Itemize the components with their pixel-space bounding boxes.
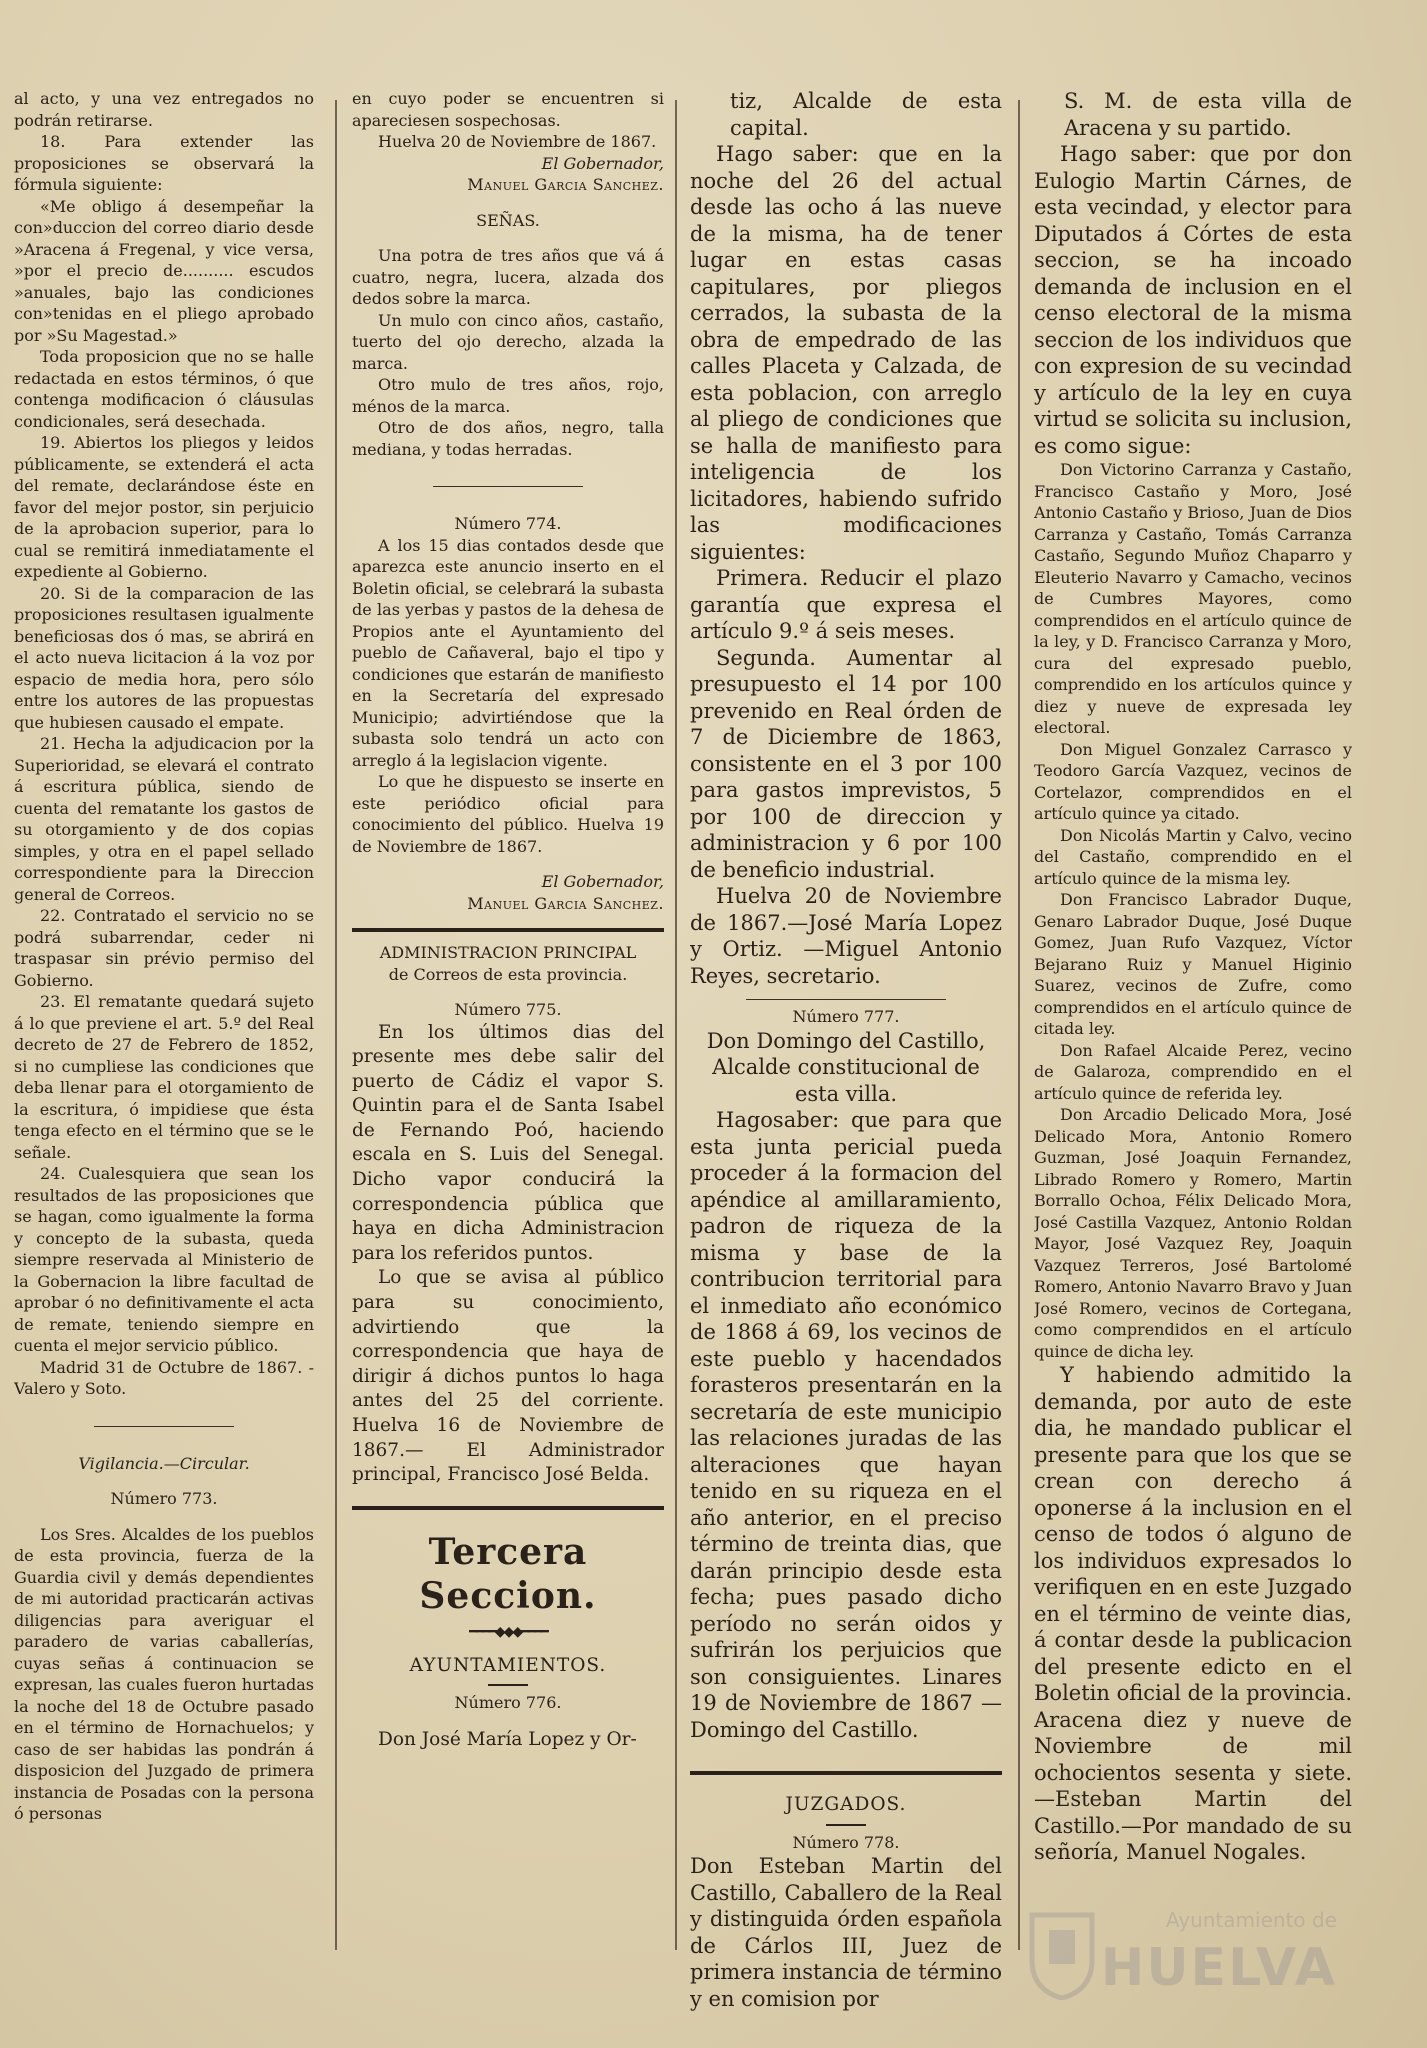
section-heading: Vigilancia.—Circular.: [78, 1453, 250, 1473]
divider: [690, 1771, 1002, 1775]
paragraph: Segunda. Aumentar al presupuesto el 14 por 100 prevenido en Real órden de 7 de Diciembre de 1863, consistente en el 3 por 100 para gastos imprevistos, 5 por 100 de direccion y administracion y 6 por 100 de beneficio industrial.: [690, 645, 1002, 882]
paragraph-18: 18. Para extender las proposiciones se observará la fórmula siguiente:: [14, 132, 314, 194]
spacer: [352, 857, 664, 871]
notice-number: Número 776.: [454, 1693, 562, 1713]
description-item: Otro mulo de tres años, rojo, ménos de la marca.: [352, 375, 664, 416]
paragraph: Lo que se avisa al público para su conocimiento, advirtiendo que la correspondencia que haya de dirigir á dichos puntos lo haga antes del 25 del corriente. Huelva 16 de Noviembre de 1867.— El Administrador principal, Francisco José Belda.: [352, 1267, 664, 1486]
spacer: [352, 1640, 664, 1654]
notice-heading: Don Domingo del Castillo, Alcalde constitucional de esta villa.: [706, 1028, 986, 1106]
paragraph: Huelva 20 de Noviembre de 1867.—José María Lopez y Ortiz. —Miguel Antonio Reyes, secretario.: [690, 884, 1002, 988]
paragraph: Los Sres. Alcaldes de los pueblos de esta provincia, fuerza de la Guardia civil y demás dependientes de mi autoridad practicarán activas diligencias para averiguar el paradero de varias caballerías, cuyas señas á continuacion se expresan, las cuales fueron hurtadas la noche del 18 de Octubre pasado en el término de Hornachuelos; y caso de ser habidas las pondrán á disposicion del Juzgado de primera instancia de Posadas con la persona ó personas: [14, 1524, 314, 1823]
paragraph: al acto, y una vez entregados no podrán retirarse.: [14, 89, 314, 130]
spacer: [352, 196, 664, 210]
divider: [352, 928, 664, 932]
paragraph: Primera. Reducir el plazo garantía que expresa el artículo 9.º á seis meses.: [690, 566, 1002, 643]
paragraph: Don Francisco Labrador Duque, Genaro Labrador Duque, José Duque Gomez, Juan Rufo Vazquez, Víctor Bejarano Ruiz y Manuel Higinio Suarez, vecinos de Zufre, como comprendidos en el artículo quince de citada ley.: [1034, 890, 1352, 1038]
date-line: Huelva 20 de Noviembre de 1867.: [378, 132, 657, 151]
section-heading: AYUNTAMIENTOS.: [409, 1654, 607, 1676]
notice-number: Número 775.: [454, 1000, 562, 1019]
paragraph-21: 21. Hecha la adjudicacion por la Superioridad, se elevará el contrato á escritura pública, siendo de cuenta del rematante los gastos de su otorgamiento y de dos copias simples, y otra en el papel sellado correspondiente para la Direccion general de Correos.: [14, 734, 314, 904]
signature-name: Manuel Garcia Sanchez.: [467, 175, 664, 194]
notice-number: Número 777.: [792, 1007, 900, 1026]
notice-number: Número 778.: [792, 1832, 900, 1852]
paragraph: Hago saber: que por don Eulogio Martin Cárnes, de esta vecindad, y elector para Diputados á Córtes de esta seccion, se ha incoado demanda de inclusion en el censo electoral de la misma seccion de los individuos que con expresion de su vecindad y artículo de la ley en cuya virtud se solicita su inclusion, es como sigue:: [1034, 142, 1352, 458]
paragraph: tiz, Alcalde de esta capital.: [730, 89, 1002, 140]
notice-heading: Don Esteban Martin del Castillo, Caballero de la Real y distinguida órden española de Cárlos III, Juez de primera instancia de término y en comision por: [690, 1854, 1002, 2011]
ornament-divider: ━━━━◆◆◆━━━━: [469, 1623, 547, 1640]
formula-quote: «Me obligo á desempeñar la con»duccion del correo diario desde »Aracena á Fregenal, y vice versa, »por el precio de.......... escudos »anuales, bajo las condiciones con»tenidas en el pliego aprobado por »Su Magestad.»: [14, 196, 314, 345]
description-item: Una potra de tres años que vá á cuatro, negra, lucera, alzada dos dedos sobre la marca.: [352, 246, 664, 308]
watermark-line-2: HUELVA: [1100, 1938, 1337, 1998]
divider: [352, 1506, 664, 1510]
spacer: [352, 1714, 664, 1728]
description-item: Un mulo con cinco años, castaño, tuerto del ojo derecho, alzada la marca.: [352, 310, 664, 373]
paragraph-19: 19. Abiertos los pliegos y leidos públicamente, se extenderá el acta del remate, declarándose éste en favor del mejor postor, sin perjuicio de la aprobacion superior, para lo cual se remitirá inmediatamente el expediente al Gobierno.: [14, 433, 314, 581]
section-title: Tercera Seccion.: [419, 1530, 597, 1617]
paragraph: Lo que he dispuesto se inserte en este periódico oficial para conocimiento del público. Huelva 19 de Noviembre de 1867.: [352, 772, 664, 856]
paragraph: Hago saber: que en la noche del 26 del actual desde las ocho á las nueve de la misma, ha de tener lugar en estas casas capitulares, por pliegos cerrados, la subasta de la obra de empedrado de las calles Placeta y Calzada, de esta poblacion, con arreglo al pliego de condiciones que se halla de manifiesto para inteligencia de los licitadores, habiendo sufrido las modificaciones siguientes:: [690, 142, 1002, 564]
spacer: [352, 985, 664, 999]
section-subheading: de Correos de esta provincia.: [388, 964, 628, 984]
paragraph: Don Arcadio Delicado Mora, José Delicado Mora, Antonio Romero Guzman, José Joaquin Fernandez, Librado Romero y Romero, Martin Borrallo Ochoa, Félix Delicado Mora, José Castilla Vazquez, Antonio Roldan Mayor, José Vazquez Rey, Joaquin Vazquez Terreros, José Bartolomé Romero, Antonio Navarro Bravo y Juan José Romero, vecinos de Cortegana, como comprendidos en el artículo quince de dicha ley.: [1034, 1105, 1352, 1361]
column-3: [690, 88, 1002, 2012]
spacer: [352, 231, 664, 245]
paragraph: Don Victorino Carranza y Castaño, Francisco Castaño y Moro, José Antonio Castaño y Brioso, Juan de Dios Carranza y Castaño, Tomás Carranza Castaño, Segundo Muñoz Chaparro y Eleuterio Navarro y Camacho, vecinos de Cumbres Mayores, como comprendidos en el artículo quince de la ley, y D. Francisco Carranza y Moro, cura del expresado pueblo, comprendido en los artículos quince y diez y nueve de expresada ley electoral.: [1034, 460, 1352, 737]
watermark-logo: [1100, 1900, 1337, 2020]
column-rule: [675, 100, 677, 1950]
notice-number: Número 773.: [110, 1489, 218, 1508]
section-heading: ADMINISTRACION PRINCIPAL: [379, 943, 637, 962]
divider: [826, 1824, 866, 1826]
column-2: [352, 88, 664, 1752]
paragraph: Toda proposicion que no se halle redactada en estos términos, ó que contenga modificacion ó cláusulas condicionales, será desechada.: [14, 347, 314, 431]
signature-name: Manuel Garcia Sanchez.: [467, 893, 664, 913]
signature-title: El Gobernador,: [541, 872, 664, 891]
coat-of-arms-icon: [1027, 1910, 1097, 2000]
column-rule: [335, 100, 337, 1950]
paragraph: en cuyo poder se encuentren si apareciesen sospechosas.: [352, 89, 664, 130]
divider: [433, 486, 583, 487]
column-rule: [1018, 100, 1020, 1950]
paragraph: S. M. de esta villa de Aracena y su partido.: [1064, 89, 1352, 140]
paragraph: Don Nicolás Martin y Calvo, vecino del Castaño, comprendido en el artículo quince de la misma ley.: [1034, 825, 1352, 888]
paragraph: Don José María Lopez y Or-: [378, 1728, 637, 1750]
paragraph-23: 23. El rematante quedará sujeto á lo que previene el art. 5.º del Real decreto de 27 de Febrero de 1852, si no cumpliese las condiciones que deba llenar para el otorgamiento de la escritura, ó impidiese que ésta tenga efecto en el término que se le señale.: [14, 992, 314, 1162]
paragraph-22: 22. Contratado el servicio no se podrá subarrendar, ceder ni traspasar sin prévio permiso del Gobierno.: [14, 906, 314, 990]
divider: [94, 1426, 234, 1427]
date-signature: Madrid 31 de Octubre de 1867. -Valero y Soto.: [14, 1357, 314, 1398]
notice-number: Número 774.: [454, 514, 562, 533]
paragraph: En los últimos dias del presente mes debe salir del puerto de Cádiz el vapor S. Quintin para el de Santa Isabel de Fernando Poó, haciendo escala en S. Luis del Senegal. Dicho vapor conducirá la correspondencia pública que haya en dicha Administracion para los referidos puntos.: [352, 1021, 664, 1264]
paragraph: Hagosaber: que para que esta junta pericial pueda proceder á la formacion del apéndice al amillaramiento, padron de riqueza de la misma y base de la contribucion territorial para el inmediato año económico de 1868 á 69, los vecinos de este pueblo y hacendados forasteros presentarán en la secretaría de este municipio las relaciones juradas de las alteraciones que hayan tenido en su riqueza en el año anterior, en el preciso término de treinta dias, que darán principio desde esta fecha; pues pasado dicho período no serán oidos y sufrirán los perjuicios que son consiguientes. Linares 19 de Noviembre de 1867 —Domingo del Castillo.: [690, 1108, 1002, 1742]
description-item: Otro de dos años, negro, talla mediana, y todas herradas.: [352, 418, 664, 459]
spacer: [14, 1510, 314, 1524]
divider: [746, 999, 946, 1000]
paragraph: A los 15 dias contados desde que aparezca este anuncio inserto en el Boletin oficial, se celebrará la subasta de las yerbas y pastos de la dehesa de Propios ante el Ayuntamiento del pueblo de Cañaveral, bajo el tipo y condiciones que estarán de manifiesto en la Secretaría del expresado Municipio; advirtiéndose que la subasta solo tendrá un acto con arreglo á la legislacion vigente.: [352, 535, 664, 770]
watermark-line-1: Ayuntamiento de: [1165, 1908, 1337, 1932]
column-4: [1034, 88, 1352, 1866]
section-heading: JUZGADOS.: [785, 1794, 907, 1815]
signature-title: El Gobernador,: [541, 153, 664, 173]
paragraph-24: 24. Cualesquiera que sean los resultados de las proposiciones que se hagan, como igualmente la forma y concepto de la subasta, queda siempre reservada al Ministerio de la Gobernacion la libre facultad de aprobar ó no definitivamente el acta de remate, teniendo siempre en cuenta el mejor servicio público.: [14, 1164, 314, 1355]
spacer: [14, 1474, 314, 1488]
paragraph: Y habiendo admitido la demanda, por auto de este dia, he mandado publicar el presente para que los que se crean con derecho á oponerse á la inclusion en el censo de todos ó alguno de los individuos expresados lo verifiquen en en este Juzgado en el término de veinte dias, á contar desde la publicacion del presente edicto en el Boletin oficial de la provincia. Aracena diez y nueve de Noviembre de mil ochocientos sesenta y siete.—Esteban Martin del Castillo.—Por mandado de su señoría, Manuel Nogales.: [1034, 1363, 1352, 1864]
column-1: [14, 88, 314, 1825]
paragraph: Don Rafael Alcaide Perez, vecino de Galaroza, comprendido en el artículo quince de referida ley.: [1034, 1040, 1352, 1103]
section-heading: SEÑAS.: [476, 210, 540, 230]
divider: [488, 1684, 528, 1686]
paragraph: Don Miguel Gonzalez Carrasco y Teodoro García Vazquez, vecinos de Cortelazor, comprendidos en el artículo quince ya citado.: [1034, 739, 1352, 823]
paragraph-20: 20. Si de la comparacion de las proposiciones resultasen igualmente beneficiosas dos ó mas, se abrirá en el acto nueva licitacion á la voz por espacio de media hora, pero sólo entre los autores de las propuestas que hubiesen causado el empate.: [14, 583, 314, 732]
